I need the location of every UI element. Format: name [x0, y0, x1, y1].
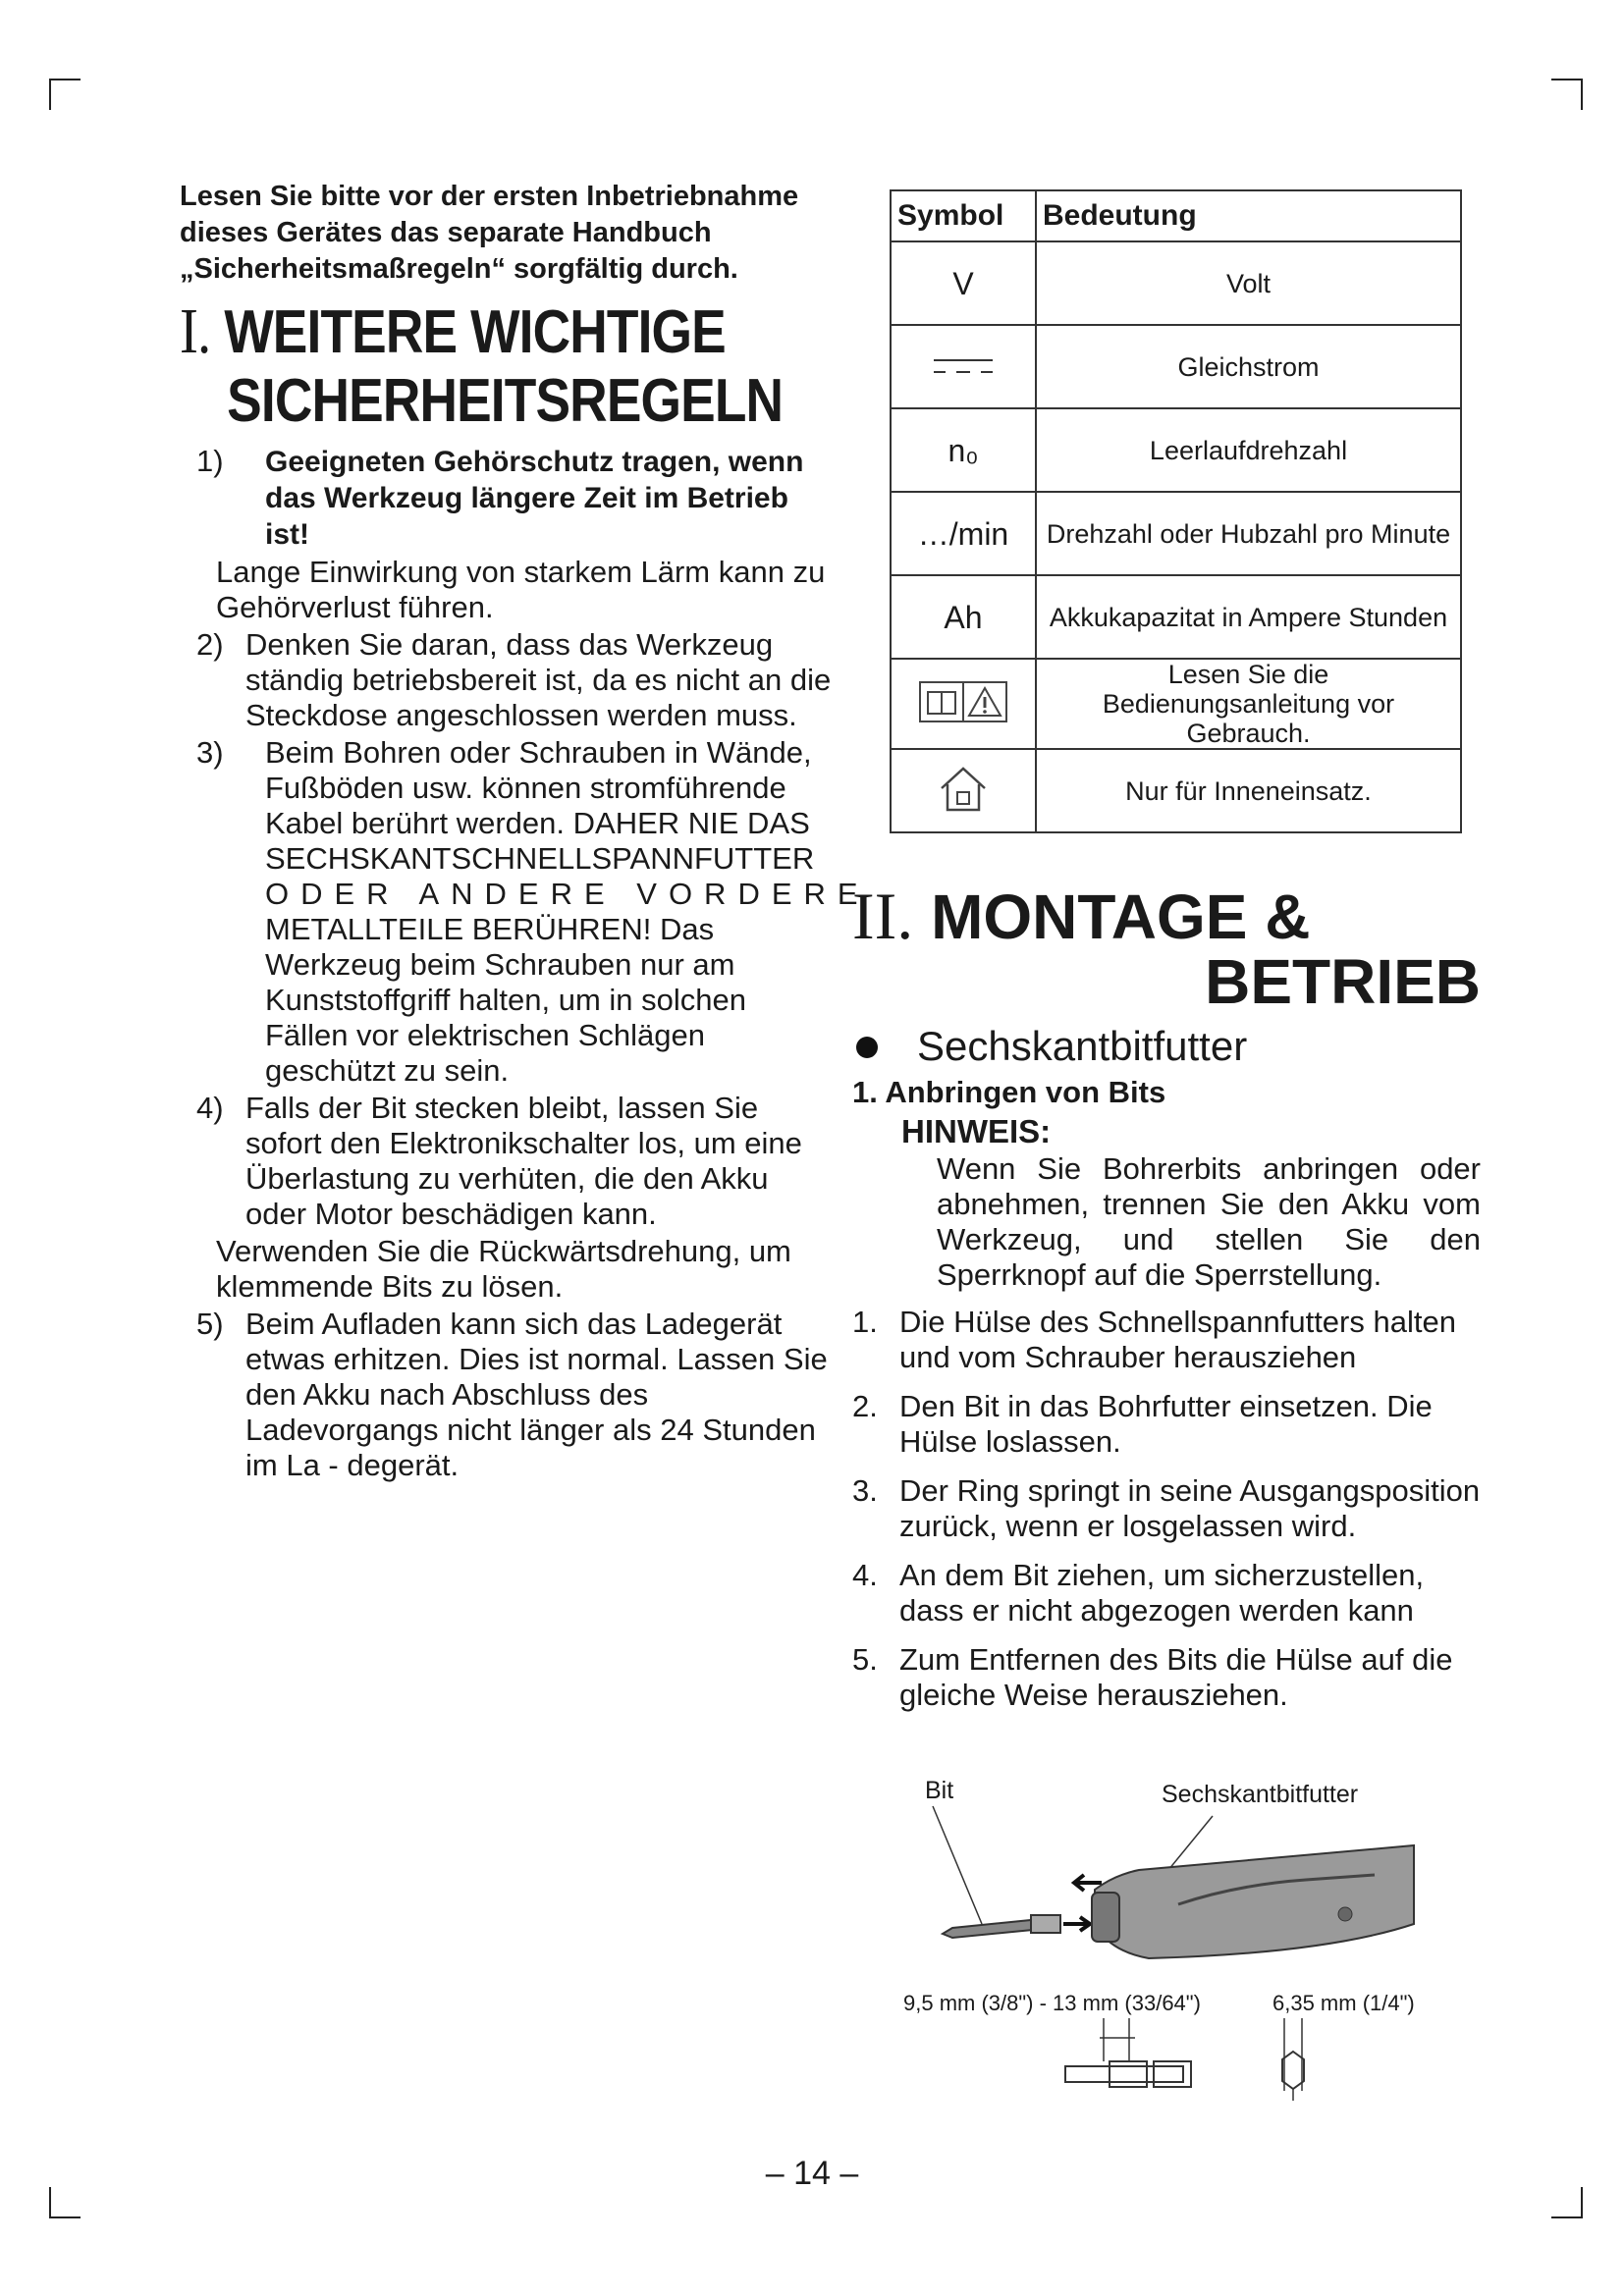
right-column [852, 879, 1481, 1727]
crop-mark-top-left [49, 79, 81, 110]
table-row [891, 408, 1461, 492]
steps-list [852, 1305, 1481, 1713]
step-text: Den Bit in das Bohrfutter einsetzen. Die Hülse loslassen. [899, 1389, 1433, 1459]
note-text: Wenn Sie Bohrerbits anbringen oder abnehmen, trennen Sie den Akku vom Werkzeug, und stellen Sie den Sperrknopf auf die Sperrstellung. [937, 1151, 1481, 1292]
meaning-cell: Nur für Inneneinsatz. [1036, 749, 1461, 832]
step-number: 2. [852, 1389, 878, 1423]
item-text: Denken Sie daran, dass das Werkzeug ständig betriebsbereit ist, da es nicht an die Steckdose angeschlossen werden muss. [245, 627, 832, 732]
left-column [180, 179, 870, 1485]
meaning-cell: Gleichstrom [1036, 325, 1461, 408]
item-text: Lange Einwirkung von starkem Lärm kann zu Gehörverlust führen. [216, 555, 826, 624]
table-header-row [891, 190, 1461, 241]
item-bold-text: Geeigneten Gehörschutz tragen, wenn das Werkzeug längere Zeit im Betrieb ist! [265, 446, 804, 551]
bullet-heading [852, 1020, 1481, 1073]
intro-text: Lesen Sie bitte vor der ersten Inbetriebnahme dieses Gerätes das separate Handbuch „Sicherheitsmaßregeln“ sorgfältig durch. [180, 181, 799, 285]
bit-insertion-figure [884, 1777, 1473, 2130]
section-1-title-line1: WEITERE WICHTIGE [224, 298, 726, 366]
step-number: 3. [852, 1473, 878, 1508]
item-text-spaced: ODER ANDERE VORDERE [265, 877, 870, 911]
symbol-cell [891, 659, 1036, 749]
list-item-continuation [180, 1234, 838, 1305]
step-text: Der Ring springt in seine Ausgangsposition zurück, wenn er losgelassen wird. [899, 1473, 1481, 1543]
meaning-cell: Lesen Sie die Bedienungsanleitung vor Gebrauch. [1036, 659, 1461, 749]
figure-label-chuck: Sechskantbitfutter [1162, 1781, 1359, 1808]
step-number: 5. [852, 1642, 878, 1677]
section-2-heading [852, 879, 1481, 1017]
indoor-use-icon [934, 765, 993, 814]
list-item [180, 1091, 838, 1232]
figure-dimension-1: 9,5 mm (3/8") - 13 mm (33/64") [903, 1991, 1201, 2015]
meaning-cell: Akkukapazitat in Ampere Stunden [1036, 575, 1461, 659]
item-text: Verwenden Sie die Rückwärtsdrehung, um klemmende Bits zu lösen. [216, 1234, 791, 1304]
list-item [180, 444, 838, 553]
step-number: 4. [852, 1558, 878, 1592]
item-text: Falls der Bit stecken bleibt, lassen Sie sofort den Elektronikschalter los, um eine Überlastung zu verhüten, die den Akku oder Motor beschädigen kann. [245, 1091, 802, 1231]
step-item [852, 1389, 1481, 1460]
list-item-continuation [180, 555, 838, 625]
meaning-cell: Drehzahl oder Hubzahl pro Minute [1036, 492, 1461, 575]
symbol-cell [891, 749, 1036, 832]
step-number: 1. [852, 1305, 878, 1339]
item-number: 2) [196, 627, 224, 662]
page-number: – 14 – [765, 2155, 859, 2192]
list-item [180, 735, 870, 1089]
step-item [852, 1473, 1481, 1544]
dc-icon [932, 354, 995, 378]
step-text: Zum Entfernen des Bits die Hülse auf die gleiche Weise herausziehen. [899, 1642, 1453, 1712]
table-row [891, 575, 1461, 659]
symbol-cell: V [891, 241, 1036, 325]
step-item [852, 1558, 1481, 1629]
step-item [852, 1305, 1481, 1375]
bullet-dot-icon [856, 1037, 878, 1058]
step-item [852, 1642, 1481, 1713]
section-1-heading [180, 295, 784, 436]
bullet-text: Sechskantbitfutter [917, 1023, 1248, 1069]
step-text: Die Hülse des Schnellspannfutters halten und vom Schrauber herausziehen [899, 1305, 1456, 1374]
symbol-cell: …/min [891, 492, 1036, 575]
symbol-cell: n₀ [891, 408, 1036, 492]
note-label: HINWEIS: [901, 1113, 1052, 1149]
section-1-title-line2: SICHERHEITSREGELN [227, 367, 784, 435]
table-row [891, 749, 1461, 832]
item-text: Beim Bohren oder Schrauben in Wände, Fußböden usw. können stromführende Kabel berührt werden. DAHER NIE DAS SECHSKANTSCHNELLSPANNFUTTER [265, 735, 815, 876]
symbol-table [890, 189, 1462, 833]
safety-rules-list [180, 444, 870, 1483]
table-row [891, 325, 1461, 408]
section-1-number: I. [180, 295, 211, 367]
read-manual-warning-icon [918, 680, 1008, 723]
symbol-cell: Ah [891, 575, 1036, 659]
header-meaning: Bedeutung [1036, 190, 1461, 241]
item-number: 3) [196, 735, 224, 770]
table-row [891, 659, 1461, 749]
bit-dimension-diagram [884, 2012, 1473, 2130]
figure-dimension-2: 6,35 mm (1/4") [1272, 1991, 1415, 2015]
table-row [891, 492, 1461, 575]
item-number: 5) [196, 1307, 224, 1341]
list-item [180, 1307, 838, 1483]
list-item [180, 627, 838, 733]
figure-label-bit: Bit [925, 1777, 954, 1804]
table-row [891, 241, 1461, 325]
subsection-heading: 1. Anbringen von Bits [852, 1075, 1166, 1109]
item-text: METALLTEILE BERÜHREN! Das Werkzeug beim Schrauben nur am Kunststoffgriff halten, um in solchen Fällen vor elektrischen Schlägen geschützt zu sein. [265, 912, 746, 1088]
symbol-cell [891, 325, 1036, 408]
crop-mark-top-right [1551, 79, 1583, 110]
item-text: Beim Aufladen kann sich das Ladegerät etwas erhitzen. Dies ist normal. Lassen Sie den Akku nach Abschluss des Ladevorgangs nicht länger als 24 Stunden im La - degerät. [245, 1307, 828, 1482]
header-symbol: Symbol [891, 190, 1036, 241]
section-2-number: II. [852, 879, 914, 953]
item-number: 1) [196, 444, 224, 478]
section-2-title-line2: BETRIEB [1205, 946, 1481, 1017]
meaning-cell: Volt [1036, 241, 1461, 325]
section-2-title-line1: MONTAGE & [931, 881, 1311, 952]
meaning-cell: Leerlaufdrehzahl [1036, 408, 1461, 492]
item-number: 4) [196, 1091, 224, 1125]
step-text: An dem Bit ziehen, um sicherzustellen, dass er nicht abgezogen werden kann [899, 1558, 1425, 1628]
